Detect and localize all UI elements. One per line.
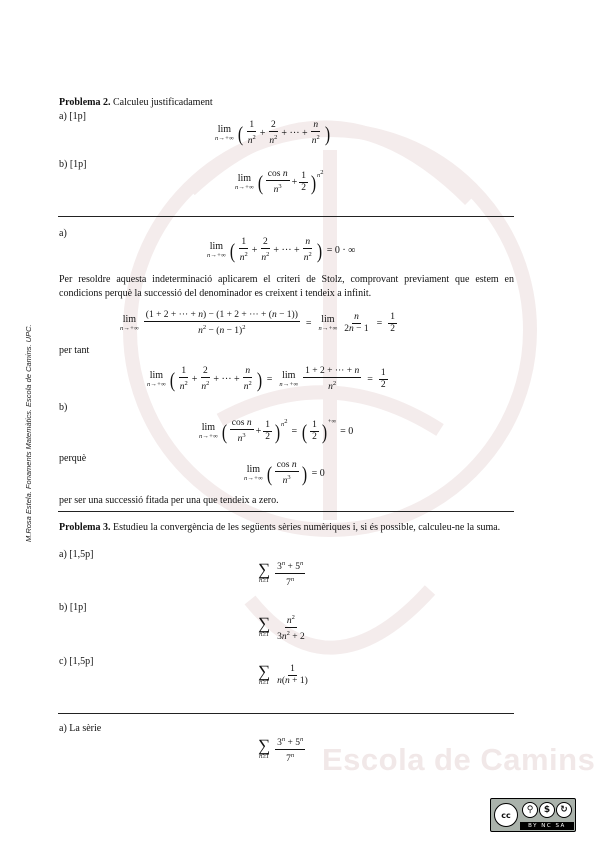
by-person-icon: ⚲ [522, 802, 538, 818]
problem-2-heading: Problema 2. [59, 97, 111, 108]
creative-commons-badge[interactable] [490, 798, 576, 832]
solution-2-part-a-label: a) [59, 228, 67, 239]
problem-2-part-b-label: b) [1p] [59, 159, 87, 170]
problem-3-title [59, 521, 514, 535]
bounded-explanation: per ser una successió fitada per una que tendeix a zero. [59, 495, 279, 506]
solution-2-part-b-label: b) [59, 402, 68, 413]
equation-stolz: lim n→+∞ $\frac{(1 + 2 + \cdot\cdot\cdot + n) - (1 + 2 + \cdot\cdot\cdot + (n - 1))}{n^2 - (n - 1)^2}$ = lim n→+∞ $\frac{n}{2n - 1}$ = $\frac{1}{2}$ [120, 310, 396, 337]
problem-3-heading: Problema 3. [59, 522, 111, 533]
series-3a-solution: ∑ n≥1 $3^n + 5^n$ 7$^n$ [258, 736, 304, 765]
nc-dollar-icon: $ [539, 802, 555, 818]
sa-share-icon: ↻ [556, 802, 572, 818]
series-3b: ∑ n≥1 $n^2$ $3n^2 + 2$ [258, 614, 305, 643]
section-divider-3 [58, 713, 514, 714]
per-tant-text: per tant [59, 345, 90, 356]
problem-3-part-c-label: c) [1,5p] [59, 656, 94, 667]
section-divider [58, 216, 514, 217]
license-labels: BY NC SA [520, 822, 574, 830]
problem-3-part-b-label: b) [1p] [59, 602, 87, 613]
problem-3-statement: Estudieu la convergència de les següents sèries numèriques i, si és possible, calculeu-ne la suma. [112, 522, 501, 533]
equation-2a: lim n→+∞ ( 1 $n^2$ + 2 $n^2$ + ··· + n $n^2$ ) [215, 120, 330, 147]
equation-result-2a: lim n→+∞ ( 1 $n^2$ + 2 $n^2$ + ··· + n $n^2$ ) = lim n→+∞ $\frac{1 + 2 + \cdot\cdot\cdot + n}{n^2}$ = $\frac{1}{2}$ [147, 366, 386, 393]
watermark-text: Escola de Camins [322, 742, 596, 777]
side-author-note: M.Rosa Estela. Fonaments Matemàtics. Escola de Camins. UPC. [24, 324, 33, 542]
stolz-explanation: Per resoldre aquesta indeterminació aplicarem el criteri de Stolz, comprovant previament que estem en condicions perquè la successió del denominador es creixent i tendeix a infinit. [59, 274, 514, 299]
cc-icon: cc [494, 803, 518, 827]
problem-2-part-a-label: a) [1p] [59, 111, 86, 122]
section-divider-2 [58, 511, 514, 512]
equation-2b: lim n→+∞ ( cos n $n^3$ + 1 2 ) $^{n^2}$ [235, 169, 324, 196]
series-3c: ∑ n≥1 1 n(n + 1) [258, 662, 308, 686]
equation-sol2b: lim n→+∞ ( cos n $n^3$ + 1 2 ) $^{n^2}$ = ( 1 2 ) +∞ = 0 [199, 418, 354, 445]
problem-2-statement: Calculeu justificadament [112, 97, 213, 108]
problem-2-title [59, 96, 213, 109]
series-3a: ∑ n≥1 $3^n + 5^n$ 7$^n$ [258, 560, 304, 589]
perque-text: perquè [59, 453, 87, 464]
equation-bounded: lim n→+∞ ( cos n $n^3$ ) = 0 [244, 460, 325, 487]
solution-3-part-a-label: a) La sèrie [59, 723, 102, 734]
equation-sol2a: lim n→+∞ ( 1 $n^2$ + 2 $n^2$ + ··· + n $n^2$ ) = 0 · ∞ [207, 237, 356, 264]
problem-3-part-a-label: a) [1,5p] [59, 549, 94, 560]
